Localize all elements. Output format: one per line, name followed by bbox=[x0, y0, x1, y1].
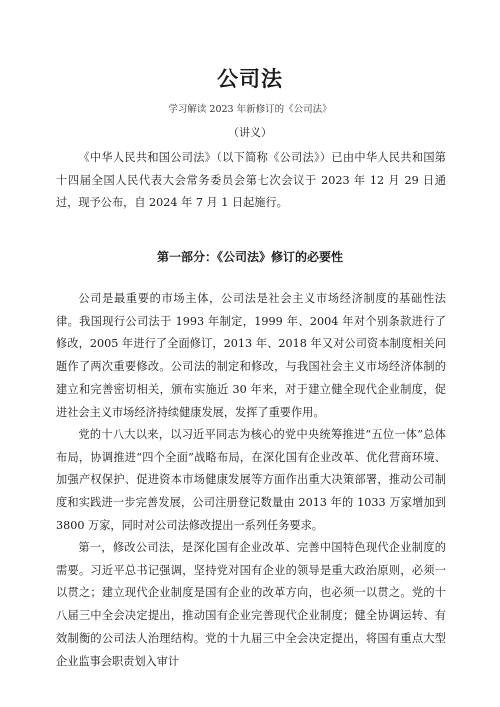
document-subtitle: 学习解读 2023 年新修订的《公司法》 bbox=[168, 104, 332, 115]
intro-paragraph: 《中华人民共和国公司法》（以下简称《公司法》）已由中华人民共和国第十四届全国人民代表大会常务委员会第七次会议于 2023 年 12 月 29 日通过，现予公布，自 2024 年 7 月 1 日起施行。 bbox=[56, 151, 446, 210]
lecture-label: （讲义） bbox=[228, 126, 272, 139]
body-paragraph-2: 党的十八大以来，以习近平同志为核心的党中央统筹推进“五位一体”总体布局，协调推进“四个全面”战略布局，在深化国有企业改革、优化营商环境、加强产权保护、促进资本市场健康发展等方面作出重大决策部署，推动公司制度和实践进一步完善发展，公司注册登记数量由 2013 年的 1033 万家增加到 3800 万家，同时对公司法修改提出一系列任务要求。 bbox=[56, 428, 446, 532]
body-paragraph-3: 第一，修改公司法，是深化国有企业改革、完善中国特色现代企业制度的需要。习近平总书记强调，坚持党对国有企业的领导是重大政治原则，必须一以贯之；建立现代企业制度是国有企业的改革方向，也必须一以贯之。党的十八届三中全会决定提出，推动国有企业完善现代企业制度；健全协调运转、有效制衡的公司法人治理结构。党的十九届三中全会决定提出，将国有重点大型企业监事会职责划入审计 bbox=[56, 541, 446, 668]
document-title: 公司法 bbox=[217, 67, 283, 91]
section-heading: 第一部分：《公司法》修订的必要性 bbox=[156, 250, 343, 264]
body-paragraph-1: 公司是最重要的市场主体，公司法是社会主义市场经济制度的基础性法律。我国现行公司法于 1993 年制定，1999 年、2004 年对个别条款进行了修改，2005 年进行了全面修订，2013 年、2018 年又对公司资本制度相关问题作了两次重要修改。公司法的制定和修改，与我国社会主义市场经济体制的建立和完善密切相关，颁布实施近 30 年来，对于建立健全现代企业制度，促进社会主义市场经济持续健康发展，发挥了重要作用。 bbox=[56, 292, 446, 419]
